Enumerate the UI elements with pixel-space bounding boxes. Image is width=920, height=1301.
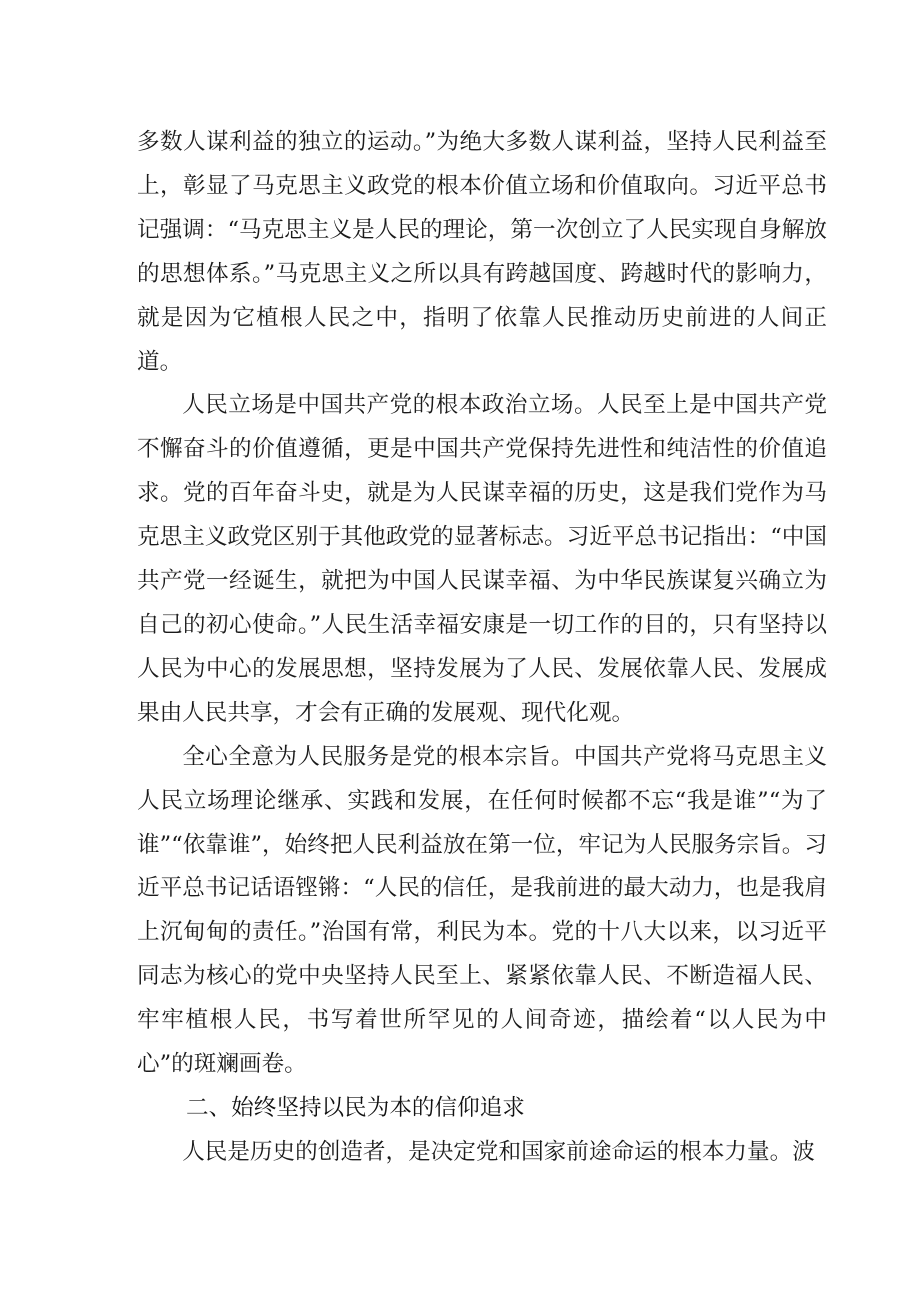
paragraph-people-stance: 人民立场是中国共产党的根本政治立场。人民至上是中国共产党不懈奋斗的价值遵循，更是中国共产党保持先进性和纯洁性的价值追求。党的百年奋斗史，就是为人民谋幸福的历史，这是我们党作为马克思主义政党区别于其他政党的显著标志。习近平总书记指出：“中国共产党一经诞生，就把为中国人民谋幸福、为中华民族谋复兴确立为自己的初心使命。”人民生活幸福安康是一切工作的目的，只有坚持以人民为中心的发展思想，坚持发展为了人民、发展依靠人民、发展成果由人民共享，才会有正确的发展观、现代化观。 <box>137 392 827 726</box>
paragraph-final: 人民是历史的创造者，是决定党和国家前途命运的根本力量。波 <box>182 1138 815 1165</box>
paragraph-serve-people: 全心全意为人民服务是党的根本宗旨。中国共产党将马克思主义人民立场理论继承、实践和发展，在任何时候都不忘“我是谁”“为了谁”“依靠谁”，始终把人民利益放在第一位，牢记为人民服务宗旨。习近平总书记话语铿锵：“人民的信任，是我前进的最大动力，也是我肩上沉甸甸的责任。”治国有常，利民为本。党的十八大以来，以习近平同志为核心的党中央坚持人民至上、紧紧依靠人民、不断造福人民、牢牢植根人民，书写着世所罕见的人间奇迹，描绘着“以人民为中心”的斑斓画卷。 <box>137 743 827 1078</box>
document-body <box>137 121 827 1175</box>
section-heading: 二、始终坚持以民为本的信仰追求 <box>186 1094 525 1121</box>
paragraph-continued: 多数人谋利益的独立的运动。”为绝大多数人谋利益，坚持人民利益至上，彰显了马克思主义政党的根本价值立场和价值取向。习近平总书记强调：“马克思主义是人民的理论，第一次创立了人民实现自身解放的思想体系。”马克思主义之所以具有跨越国度、跨越时代的影响力，就是因为它植根人民之中，指明了依靠人民推动历史前进的人间正道。 <box>137 129 827 375</box>
